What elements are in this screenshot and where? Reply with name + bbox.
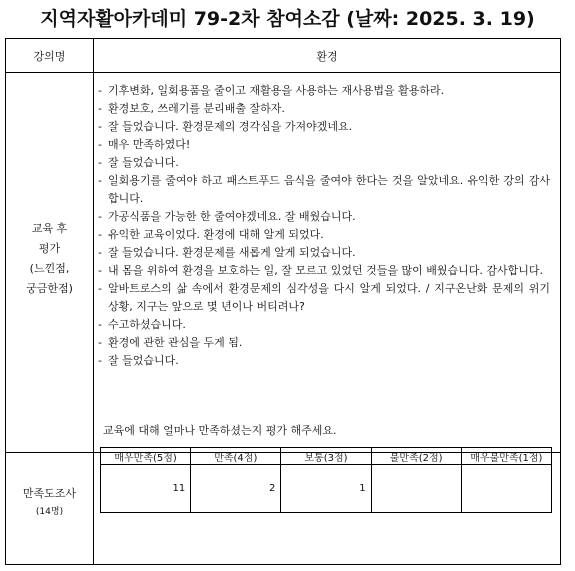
course-name: 환경: [94, 39, 560, 72]
comment-item: - 환경보호, 쓰레기를 분리배출 잘하자.: [98, 102, 285, 115]
comment-text: 유익한 교육이었다. 환경에 대해 알게 되었다.: [108, 228, 324, 241]
comment-item: - 내 몸을 위하여 환경을 보호하는 일, 잘 모르고 있었던 것들을 많이 배웠습니다. 감사합니다.: [98, 262, 550, 280]
evaluation-label-line: 궁금한점): [26, 282, 73, 295]
evaluation-label-line: 평가: [38, 242, 61, 255]
comment-text: 기후변화, 일회용품을 줄이고 재활용을 사용하는 재사용법을 활용하라.: [108, 84, 445, 97]
evaluation-label-line: 교육 후: [31, 222, 68, 235]
comment-text: 내 몸을 위하여 환경을 보호하는 일, 잘 모르고 있었던 것들을 많이 배웠습니다. 감사합니다.: [108, 264, 543, 277]
comment-text: 매우 만족하였다!: [108, 138, 191, 151]
divider: [6, 72, 560, 73]
comment-text: 알바트로스의 삶 속에서 환경문제의 심각성을 다시 알게 되었다. / 지구온난화 문제의 위기 상황, 지구는 앞으로 몇 년이나 버티려나?: [108, 282, 550, 313]
satisfaction-label: 만족도조사: [22, 487, 77, 500]
comment-item: - 잘 들었습니다.: [98, 354, 179, 367]
table-header-row: [101, 448, 552, 465]
comment-text: 잘 들었습니다.: [108, 156, 179, 169]
comment-text: 환경보호, 쓰레기를 분리배출 잘하자.: [108, 102, 285, 115]
column-header: 매우불만족(1점): [461, 448, 551, 465]
comment-text: 잘 들었습니다.: [108, 354, 179, 367]
respondent-count: (14명): [35, 507, 64, 517]
rating-count: 11: [101, 465, 191, 513]
course-label: 강의명: [6, 39, 93, 72]
satisfaction-label-block: [6, 485, 93, 521]
rating-count: 2: [191, 465, 281, 513]
comment-item: - 유익한 교육이었다. 환경에 대해 알게 되었다.: [98, 228, 324, 241]
column-header: 매우만족(5점): [101, 448, 191, 465]
comment-item: - 잘 들었습니다.: [98, 156, 179, 169]
document-title: 지역자활아카데미 79-2차 참여소감 (날짜: 2025. 3. 19): [40, 8, 535, 30]
column-header: 불만족(2점): [371, 448, 461, 465]
table-row: [101, 465, 552, 513]
column-header: 보통(3점): [281, 448, 371, 465]
rating-count: 1: [281, 465, 371, 513]
rating-count: [371, 465, 461, 513]
comment-item: - 환경에 관한 관심을 두게 됨.: [98, 336, 243, 349]
comment-item: - 기후변화, 일회용품을 줄이고 재활용을 사용하는 재사용법을 활용하라.: [98, 84, 445, 97]
comment-text: 환경에 관한 관심을 두게 됨.: [108, 336, 243, 349]
divider: [93, 39, 94, 564]
comment-item: - 수고하셨습니다.: [98, 318, 186, 331]
comment-text: 수고하셨습니다.: [108, 318, 186, 331]
evaluation-label-line: (느낀점,: [29, 262, 70, 275]
comment-text: 가공식품을 가능한 한 줄여야겠네요. 잘 배웠습니다.: [108, 210, 356, 223]
comment-text: 잘 들었습니다. 환경문제의 경각심을 가져야겠네요.: [108, 120, 353, 133]
comment-item: - 잘 들었습니다. 환경문제를 새롭게 알게 되었습니다.: [98, 246, 356, 259]
comment-item: - 매우 만족하였다!: [98, 138, 191, 151]
comment-item: - 알바트로스의 삶 속에서 환경문제의 심각성을 다시 알게 되었다. / 지구온난화 문제의 위기 상황, 지구는 앞으로 몇 년이나 버티려나?: [98, 280, 550, 316]
evaluation-label: [6, 219, 93, 299]
comment-list: [98, 82, 550, 370]
comment-text: 일회용기를 줄여야 하고 패스트푸드 음식을 줄여야 한다는 것을 알았네요. 유익한 강의 감사합니다.: [108, 174, 550, 205]
comment-item: - 일회용기를 줄여야 하고 패스트푸드 음식을 줄여야 한다는 것을 알았네요. 유익한 강의 감사합니다.: [98, 172, 550, 208]
satisfaction-question: 교육에 대해 얼마나 만족하셨는지 평가 해주세요.: [103, 424, 337, 437]
satisfaction-table: [100, 447, 552, 513]
rating-count: [461, 465, 551, 513]
comment-item: - 가공식품을 가능한 한 줄여야겠네요. 잘 배웠습니다.: [98, 210, 356, 223]
column-header: 만족(4점): [191, 448, 281, 465]
comment-text: 잘 들었습니다. 환경문제를 새롭게 알게 되었습니다.: [108, 246, 356, 259]
comment-item: - 잘 들었습니다. 환경문제의 경각심을 가져야겠네요.: [98, 120, 353, 133]
